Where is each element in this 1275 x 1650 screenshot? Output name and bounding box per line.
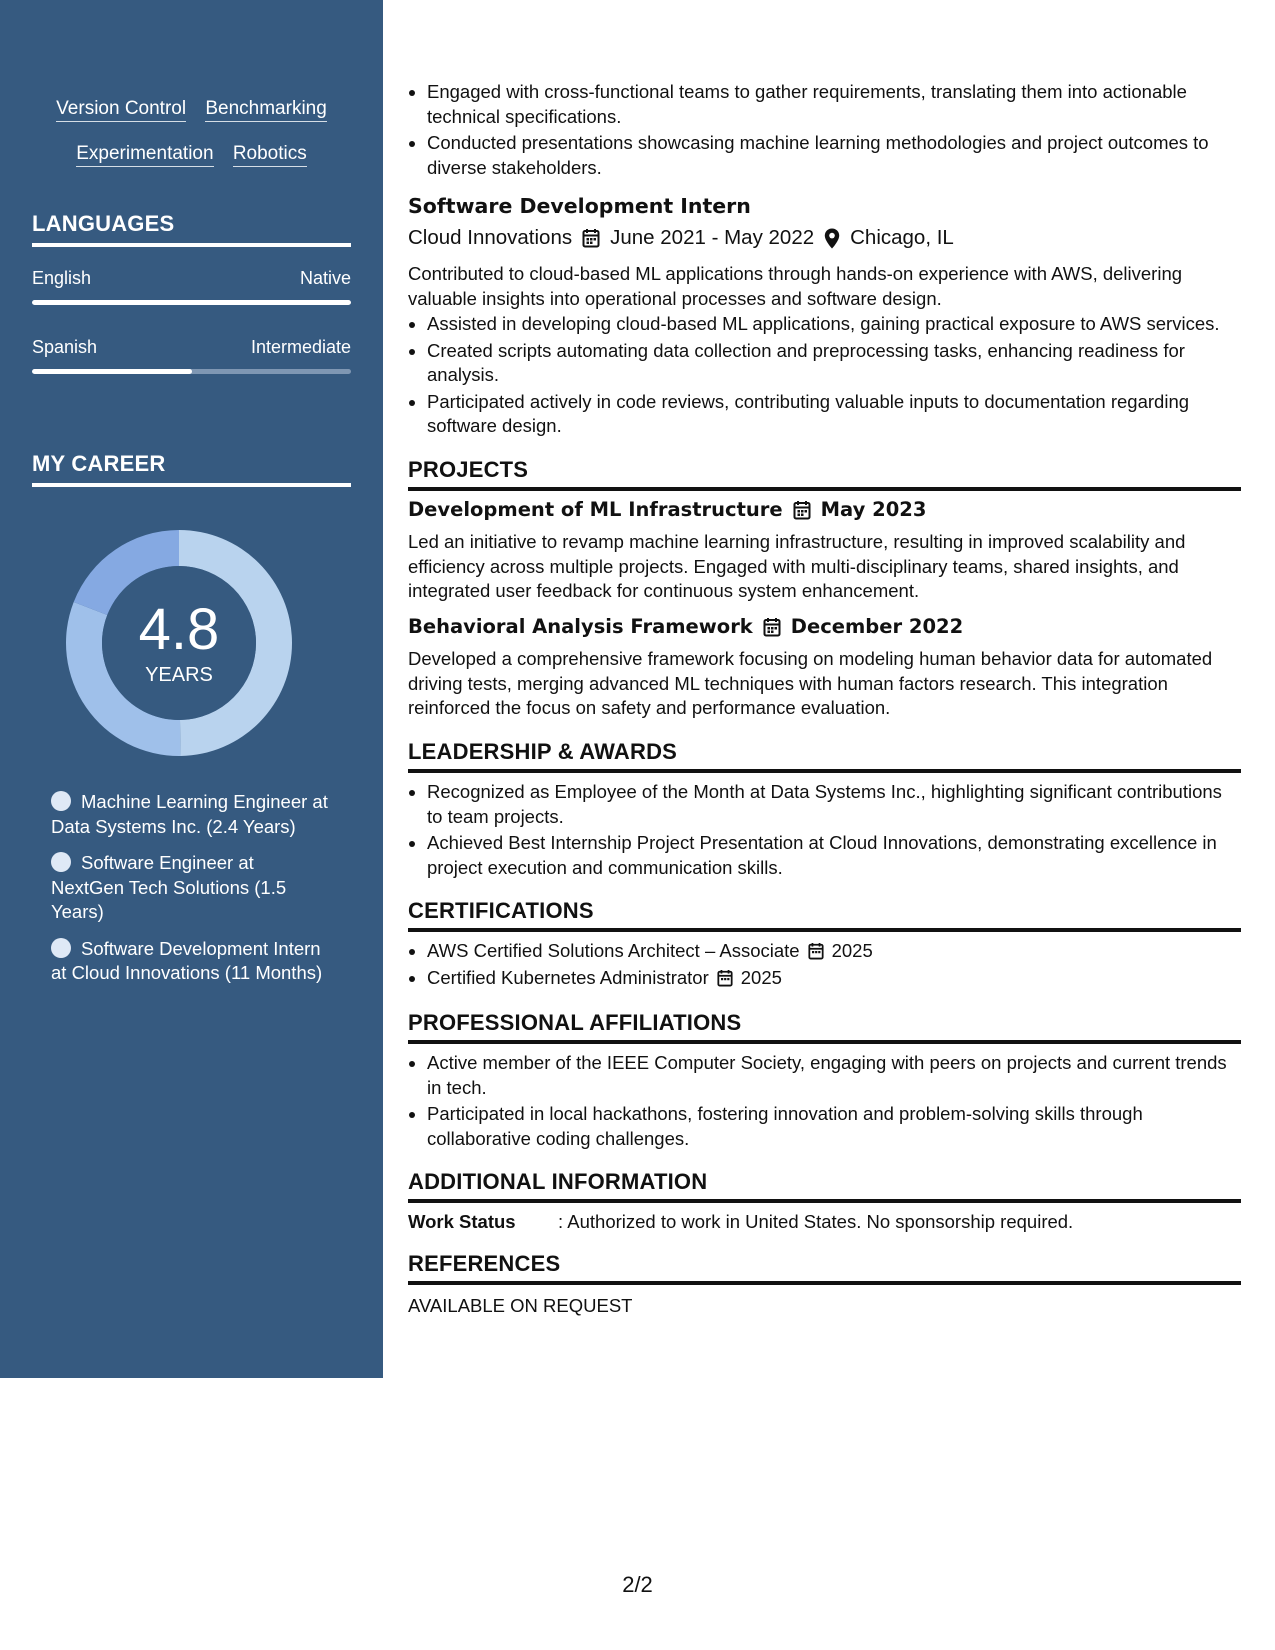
calendar-icon bbox=[763, 617, 781, 637]
page-number: 2/2 bbox=[622, 1572, 653, 1597]
section-heading-additional-info: ADDITIONAL INFORMATION bbox=[408, 1170, 1241, 1203]
job-meta bbox=[408, 226, 1241, 251]
calendar-icon bbox=[808, 942, 824, 960]
career-item-text: Machine Learning Engineer at Data Systems Inc. (2.4 Years) bbox=[51, 791, 328, 837]
project-description: Led an initiative to revamp machine learning infrastructure, resulting in improved scalability and efficiency across multiple projects. Engaged with multi-disciplinary teams, shared insights, and integrated user feedback for continuous system enhancement. bbox=[408, 531, 1186, 601]
certifications-list bbox=[408, 939, 1241, 992]
job-location: Chicago, IL bbox=[850, 226, 954, 249]
language-proficiency-fill bbox=[32, 369, 192, 374]
certification-row bbox=[427, 966, 782, 991]
calendar-icon bbox=[717, 969, 733, 987]
work-status-row bbox=[408, 1210, 1241, 1235]
job-summary: Contributed to cloud-based ML applications through hands-on experience with AWS, delivering valuable insights into operational processes and software design. bbox=[408, 263, 1183, 309]
bullet-dot-icon bbox=[51, 852, 71, 872]
list-item bbox=[427, 939, 1241, 964]
language-proficiency-fill bbox=[32, 300, 351, 305]
job-dates: June 2021 - May 2022 bbox=[610, 226, 815, 249]
sidebar bbox=[0, 0, 383, 1378]
career-list bbox=[51, 790, 331, 998]
job-title: Software Development Intern bbox=[408, 194, 751, 218]
language-level: Intermediate bbox=[250, 337, 351, 357]
project-title-row bbox=[408, 615, 1241, 640]
experience-bullets bbox=[408, 80, 1241, 182]
project-date: May 2023 bbox=[820, 498, 927, 521]
project-title-row bbox=[408, 498, 1241, 523]
career-heading: MY CAREER bbox=[32, 451, 351, 487]
career-total-value: 4.8 bbox=[138, 596, 220, 662]
skill-tag[interactable]: Robotics bbox=[233, 143, 307, 167]
calendar-icon bbox=[793, 500, 811, 520]
job-company: Cloud Innovations bbox=[408, 226, 573, 249]
list-item: • Recognized as Employee of the Month at Data Systems Inc., highlighting significant contributions to team projects. bbox=[427, 780, 1241, 829]
bullet-dot-icon bbox=[51, 938, 71, 958]
language-name: English bbox=[32, 268, 92, 288]
work-status-value: : Authorized to work in United States. No sponsorship required. bbox=[558, 1211, 1074, 1232]
skills-tags bbox=[0, 86, 383, 176]
career-item bbox=[51, 851, 331, 925]
section-heading-certifications: CERTIFICATIONS bbox=[408, 899, 1241, 932]
list-item: • Achieved Best Internship Project Presentation at Cloud Innovations, demonstrating excellence in project execution and communication skills. bbox=[427, 831, 1241, 880]
certification-year: 2025 bbox=[831, 940, 873, 961]
career-total-unit: YEARS bbox=[145, 663, 213, 686]
language-proficiency-bar bbox=[32, 369, 351, 374]
skill-tag[interactable]: Version Control bbox=[56, 98, 186, 122]
skill-tag[interactable]: Experimentation bbox=[76, 143, 213, 167]
language-proficiency-bar bbox=[32, 300, 351, 305]
languages-heading: LANGUAGES bbox=[32, 211, 351, 247]
skill-tag[interactable]: Benchmarking bbox=[205, 98, 326, 122]
list-item: • Created scripts automating data collection and preprocessing tasks, enhancing readiness for analysis. bbox=[427, 339, 1241, 388]
project-description: Developed a comprehensive framework focusing on modeling human behavior data for automated driving tests, merging advanced ML techniques with human factors research. This integration reinforced the focus on safety and performance evaluation. bbox=[408, 648, 1213, 718]
certification-row bbox=[427, 939, 873, 964]
project-title: Behavioral Analysis Framework bbox=[408, 615, 753, 638]
list-item: • Assisted in developing cloud-based ML applications, gaining practical exposure to AWS services. bbox=[427, 312, 1241, 337]
leadership-list bbox=[408, 780, 1241, 882]
language-level: Native bbox=[299, 268, 351, 288]
list-item: • Participated in local hackathons, fostering innovation and problem-solving skills through collaborative coding challenges. bbox=[427, 1102, 1241, 1151]
list-item: • Participated actively in code reviews, contributing valuable inputs to documentation regarding software design. bbox=[427, 390, 1241, 439]
section-heading-leadership: LEADERSHIP & AWARDS bbox=[408, 740, 1241, 773]
language-name: Spanish bbox=[32, 337, 98, 357]
language-row bbox=[32, 268, 351, 289]
donut-center bbox=[66, 530, 292, 756]
list-item: • Engaged with cross-functional teams to gather requirements, translating them into actionable technical specifications. bbox=[427, 80, 1241, 129]
list-item: • Conducted presentations showcasing machine learning methodologies and project outcomes to diverse stakeholders. bbox=[427, 131, 1241, 180]
career-item-text: Software Development Intern at Cloud Innovations (11 Months) bbox=[51, 937, 323, 983]
career-donut-chart bbox=[66, 530, 292, 756]
references-text: AVAILABLE ON REQUEST bbox=[408, 1295, 633, 1316]
career-item bbox=[51, 790, 331, 839]
career-item bbox=[51, 937, 331, 986]
section-heading-projects: PROJECTS bbox=[408, 458, 1241, 491]
location-pin-icon bbox=[824, 228, 840, 249]
section-heading-references: REFERENCES bbox=[408, 1252, 1241, 1285]
calendar-icon bbox=[582, 228, 600, 248]
certification-year: 2025 bbox=[740, 966, 782, 988]
bullet-dot-icon bbox=[51, 791, 71, 811]
work-status-label: Work Status bbox=[408, 1211, 516, 1232]
job-bullets bbox=[408, 312, 1241, 441]
language-row bbox=[32, 337, 351, 358]
affiliations-list bbox=[408, 1051, 1241, 1153]
career-item-text: Software Engineer at NextGen Tech Solutions (1.5 Years) bbox=[51, 852, 287, 922]
certification-name: • AWS Certified Solutions Architect – Associate bbox=[427, 940, 800, 961]
project-title: Development of ML Infrastructure bbox=[408, 498, 783, 521]
list-item bbox=[427, 966, 1241, 991]
certification-name: • Certified Kubernetes Administrator bbox=[427, 966, 709, 988]
section-heading-affiliations: PROFESSIONAL AFFILIATIONS bbox=[408, 1011, 1241, 1044]
list-item: • Active member of the IEEE Computer Society, engaging with peers on projects and current trends in tech. bbox=[427, 1051, 1241, 1100]
project-date: December 2022 bbox=[790, 615, 964, 638]
